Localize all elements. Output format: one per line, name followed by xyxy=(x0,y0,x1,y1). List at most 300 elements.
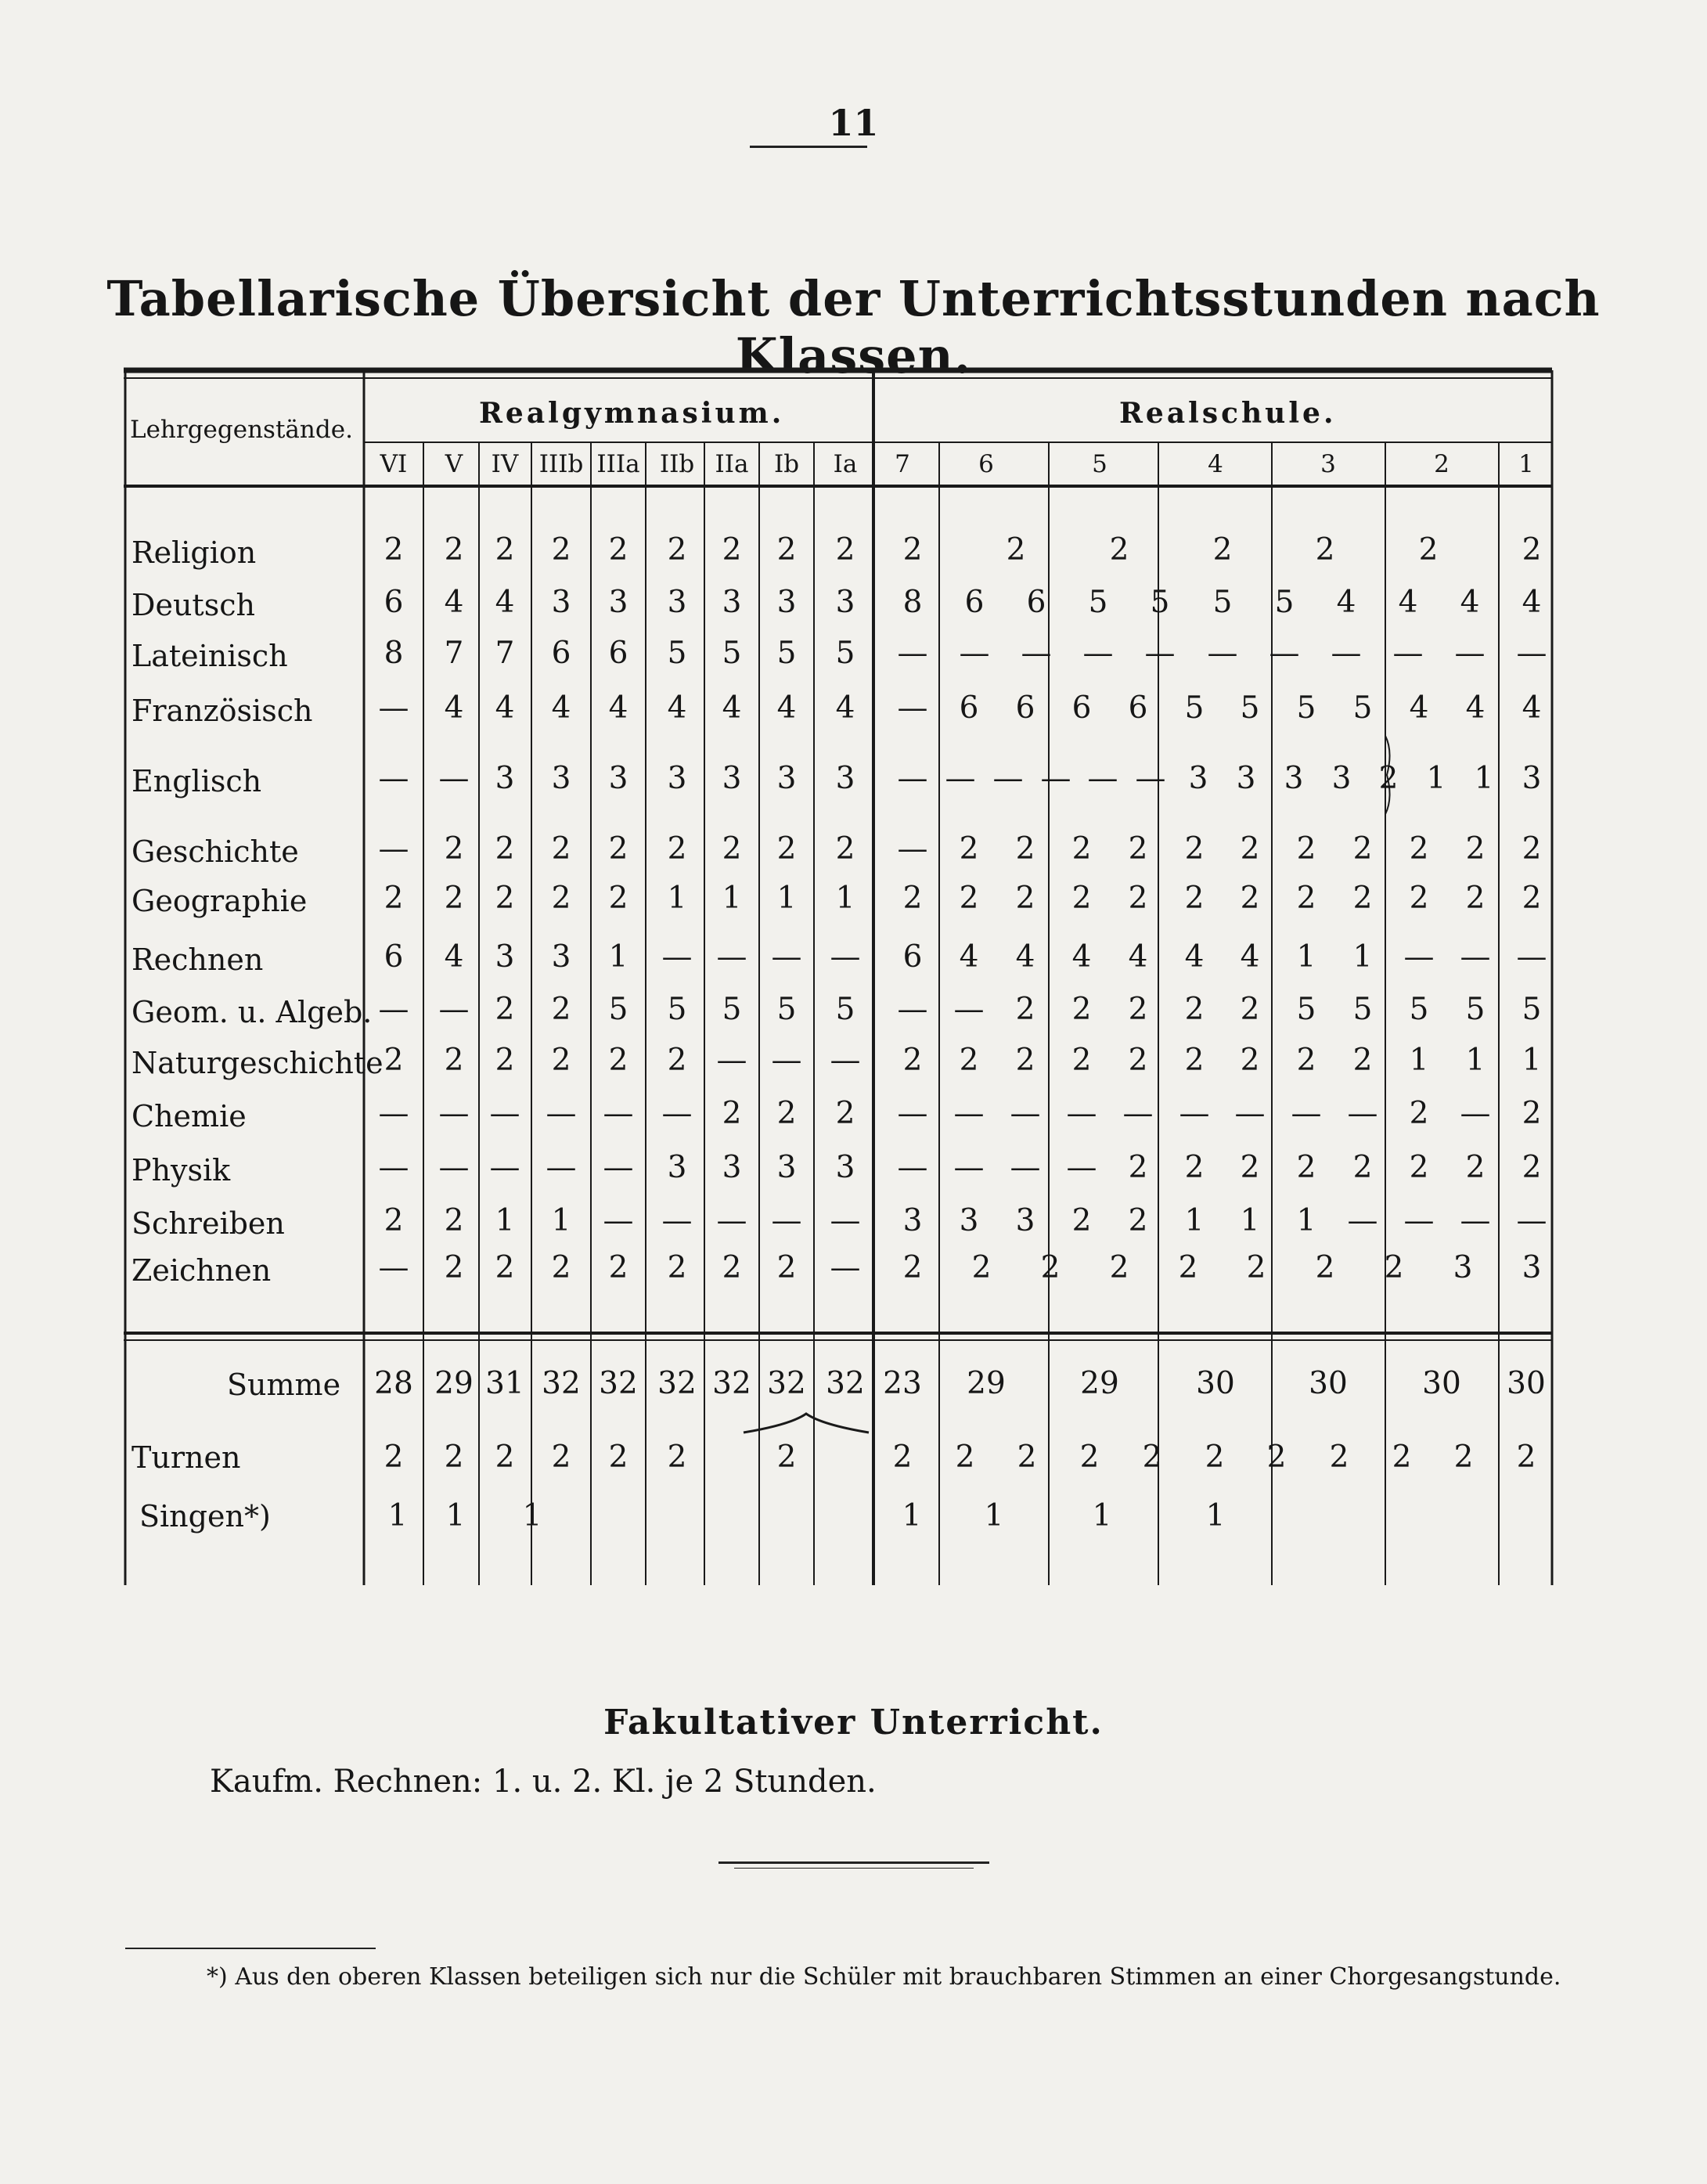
table-cell: 4 xyxy=(1465,690,1486,726)
column-header: 1 xyxy=(1518,450,1534,478)
row-label: Zeichnen xyxy=(131,1253,272,1288)
table-cell: 2 xyxy=(1246,1250,1266,1285)
turnen-cell: 2 xyxy=(1329,1440,1349,1475)
end-rule xyxy=(718,1861,989,1864)
table-cell: 4 xyxy=(495,690,515,726)
table-cell: 2 xyxy=(1240,831,1260,867)
fakultativ-text: Kaufm. Rechnen: 1. u. 2. Kl. je 2 Stunden. xyxy=(210,1764,877,1800)
table-cell: 1 xyxy=(776,881,797,916)
table-cell: 2 xyxy=(1178,1250,1198,1285)
table-cell: 2 xyxy=(608,831,628,867)
table-cell: 2 xyxy=(776,1250,797,1285)
table-cell: — xyxy=(771,1203,802,1238)
table-cell: 2 xyxy=(971,1250,992,1285)
table-cell: 5 xyxy=(1184,690,1205,726)
table-cell: 2 xyxy=(1409,1096,1429,1131)
table-cell: 4 xyxy=(1398,585,1418,620)
table-cell: 3 xyxy=(1522,1250,1542,1285)
table-cell: 2 xyxy=(1465,831,1486,867)
row-label: Chemie xyxy=(131,1099,247,1133)
table-cell: 4 xyxy=(1460,585,1480,620)
table-cell: 1 xyxy=(1296,1203,1316,1238)
table-cell: 4 xyxy=(444,939,464,975)
table-cell: 2 xyxy=(1465,1150,1486,1185)
table-cell: 2 xyxy=(1409,881,1429,916)
table-cell: 2 xyxy=(444,1250,464,1285)
table-cell: 2 xyxy=(1128,992,1148,1027)
table-cell: — xyxy=(438,1150,470,1185)
table-cell: 5 xyxy=(1088,585,1108,620)
table-cell: 2 xyxy=(1071,992,1092,1027)
table-cell: 2 xyxy=(1522,881,1542,916)
table-cell: 5 xyxy=(667,992,687,1027)
summe-cell: 32 xyxy=(542,1366,581,1401)
row-label: Englisch xyxy=(131,764,262,798)
table-cell: 2 xyxy=(1184,881,1205,916)
turnen-cell: 2 xyxy=(1266,1440,1287,1475)
table-cell: 2 xyxy=(959,831,979,867)
table-cell: — xyxy=(1269,636,1300,671)
table-cell: 5 xyxy=(835,636,855,671)
table-cell: 1 xyxy=(1465,1043,1486,1078)
table-cell: 2 xyxy=(495,1043,515,1078)
table-cell: — xyxy=(1291,1096,1322,1131)
table-cell: 3 xyxy=(667,585,687,620)
table-cell: 2 xyxy=(551,992,571,1027)
column-header: IIb xyxy=(659,450,695,478)
table-cell: 2 xyxy=(1184,992,1205,1027)
table-cell: — xyxy=(378,761,409,796)
footnote-rule xyxy=(125,1948,376,1949)
table-cell: 1 xyxy=(1426,761,1446,796)
table-cell: 2 xyxy=(1296,1150,1316,1185)
table-cell: 2 xyxy=(608,532,628,568)
row-label: Lateinisch xyxy=(131,639,288,673)
table-cell: 4 xyxy=(1409,690,1429,726)
table-cell: 2 xyxy=(384,881,404,916)
table-cell: — xyxy=(716,1203,747,1238)
table-cell: — xyxy=(830,1043,861,1078)
table-cell: 1 xyxy=(835,881,855,916)
summe-cell: 31 xyxy=(485,1366,524,1401)
table-cell: 2 xyxy=(1352,881,1373,916)
turnen-cell: 2 xyxy=(551,1440,571,1475)
table-cell: 3 xyxy=(776,761,797,796)
table-cell: 2 xyxy=(776,831,797,867)
table-cell: 3 xyxy=(835,585,855,620)
table-cell: 1 xyxy=(495,1203,515,1238)
summe-cell: 29 xyxy=(1080,1366,1119,1401)
table-cell: 3 xyxy=(835,761,855,796)
table-cell: — xyxy=(992,761,1024,796)
table-cell: 5 xyxy=(1352,992,1373,1027)
table-cell: 2 xyxy=(1040,1250,1061,1285)
turnen-cell: 2 xyxy=(495,1440,515,1475)
table-cell: 3 xyxy=(667,1150,687,1185)
column-header: 4 xyxy=(1208,450,1223,478)
row-label: Geom. u. Algeb. xyxy=(131,995,373,1029)
table-cell: — xyxy=(1010,1150,1041,1185)
column-header: Ib xyxy=(773,450,800,478)
column-header: VI xyxy=(380,450,408,478)
table-cell: — xyxy=(546,1150,577,1185)
table-cell: 2 xyxy=(444,831,464,867)
table-cell: 8 xyxy=(384,636,404,671)
table-cell: — xyxy=(1040,761,1071,796)
turnen-cell: 2 xyxy=(608,1440,628,1475)
table-cell: 3 xyxy=(835,1150,855,1185)
table-cell: 5 xyxy=(776,992,797,1027)
table-cell: 2 xyxy=(1409,1150,1429,1185)
row-label: Geographie xyxy=(131,884,308,918)
table-cell: 2 xyxy=(444,881,464,916)
table-cell: — xyxy=(1460,1203,1491,1238)
table-cell: — xyxy=(1516,636,1547,671)
table-cell: 2 xyxy=(1128,1043,1148,1078)
table-cell: 4 xyxy=(835,690,855,726)
table-cell: 3 xyxy=(495,939,515,975)
table-cell: 3 xyxy=(1331,761,1352,796)
table-cell: 2 xyxy=(444,532,464,568)
table-cell: 5 xyxy=(1409,992,1429,1027)
table-cell: 2 xyxy=(1184,831,1205,867)
table-cell: — xyxy=(378,1096,409,1131)
table-cell: 4 xyxy=(444,585,464,620)
table-cell: 3 xyxy=(1015,1203,1035,1238)
table-cell: 2 xyxy=(551,881,571,916)
column-header: IIIa xyxy=(596,450,640,478)
table-cell: — xyxy=(1460,1096,1491,1131)
table-cell: 2 xyxy=(495,532,515,568)
table-cell: — xyxy=(1331,636,1362,671)
table-cell: 2 xyxy=(1522,1150,1542,1185)
table-cell: 2 xyxy=(835,532,855,568)
table-cell: — xyxy=(378,690,409,726)
table-cell: — xyxy=(378,992,409,1027)
table-cell: 2 xyxy=(1418,532,1439,568)
singen-label: Singen*) xyxy=(139,1499,271,1533)
table-cell: — xyxy=(1207,636,1238,671)
table-cell: — xyxy=(716,939,747,975)
table-cell: 2 xyxy=(1465,881,1486,916)
column-header: 3 xyxy=(1320,450,1336,478)
table-cell: 3 xyxy=(608,761,628,796)
table-cell: 6 xyxy=(959,690,979,726)
table-cell: 4 xyxy=(495,585,515,620)
summe-cell: 32 xyxy=(767,1366,806,1401)
table-cell: 4 xyxy=(551,690,571,726)
table-cell: 4 xyxy=(1522,690,1542,726)
brace-ib-ia xyxy=(744,1414,869,1433)
table-cell: 1 xyxy=(1184,1203,1205,1238)
table-cell: 2 xyxy=(1212,532,1233,568)
table-cell: 2 xyxy=(1409,831,1429,867)
table-cell: — xyxy=(830,939,861,975)
table-cell: — xyxy=(1179,1096,1210,1131)
summe-label: Summe xyxy=(227,1368,341,1402)
table-cell: — xyxy=(1066,1096,1097,1131)
table-cell: 2 xyxy=(551,1250,571,1285)
table-cell: — xyxy=(897,761,928,796)
table-cell: — xyxy=(897,690,928,726)
table-cell: 3 xyxy=(667,761,687,796)
turnen-cell: 2 xyxy=(1142,1440,1162,1475)
row-label: Religion xyxy=(131,535,257,570)
row-label: Französisch xyxy=(131,694,313,728)
table-cell: 2 xyxy=(1071,881,1092,916)
table-cell: 2 xyxy=(1240,1043,1260,1078)
table-cell: — xyxy=(953,1150,985,1185)
table-cell: 2 xyxy=(444,1203,464,1238)
table-cell: — xyxy=(1021,636,1052,671)
table-cell: 2 xyxy=(384,532,404,568)
table-cell: 2 xyxy=(1296,831,1316,867)
table-cell: 2 xyxy=(1071,831,1092,867)
table-cell: 2 xyxy=(667,532,687,568)
column-header: 7 xyxy=(895,450,910,478)
table-cell: 7 xyxy=(444,636,464,671)
table-cell: — xyxy=(603,1203,634,1238)
turnen-cell: 2 xyxy=(955,1440,975,1475)
table-cell: 6 xyxy=(384,585,404,620)
table-cell: — xyxy=(771,1043,802,1078)
table-cell: 5 xyxy=(1274,585,1295,620)
table-cell: 2 xyxy=(495,1250,515,1285)
table-cell: 3 xyxy=(1236,761,1256,796)
table-cell: 3 xyxy=(1188,761,1208,796)
table-cell: 5 xyxy=(776,636,797,671)
table-cell: 5 xyxy=(1296,992,1316,1027)
table-cell: 4 xyxy=(1071,939,1092,975)
summe-cell: 30 xyxy=(1422,1366,1461,1401)
table-cell: — xyxy=(438,992,470,1027)
table-cell: 6 xyxy=(1128,690,1148,726)
table-cell: — xyxy=(1516,939,1547,975)
footnote: *) Aus den oberen Klassen beteiligen sich nur die Schüler mit brauchbaren Stimmen an einer Chorgesangstunde. xyxy=(207,1963,1561,1991)
summe-cell: 32 xyxy=(657,1366,697,1401)
singen-cell: 1 xyxy=(902,1498,922,1533)
table-cell: 3 xyxy=(608,585,628,620)
table-cell: — xyxy=(830,1250,861,1285)
table-cell: — xyxy=(1516,1203,1547,1238)
table-cell: — xyxy=(945,761,976,796)
table-cell: 6 xyxy=(964,585,985,620)
table-cell: 4 xyxy=(1128,939,1148,975)
table-cell: 4 xyxy=(959,939,979,975)
end-rule-thin xyxy=(734,1868,974,1869)
table-cell: 2 xyxy=(722,532,742,568)
table-cell: — xyxy=(1010,1096,1041,1131)
table-cell: 2 xyxy=(667,831,687,867)
table-cell: 5 xyxy=(1150,585,1170,620)
table-cell: 3 xyxy=(551,585,571,620)
turnen-cell: 2 xyxy=(1516,1440,1536,1475)
turnen-cell: 2 xyxy=(1017,1440,1037,1475)
table-cell: — xyxy=(1135,761,1166,796)
summe-cell: 30 xyxy=(1196,1366,1235,1401)
column-header: IV xyxy=(491,450,519,478)
table-cell: 2 xyxy=(1240,992,1260,1027)
table-cell: — xyxy=(1460,939,1491,975)
table-cell: 2 xyxy=(722,831,742,867)
table-cell: 5 xyxy=(1522,992,1542,1027)
table-cell: 2 xyxy=(1378,761,1399,796)
table-cell: 2 xyxy=(1352,831,1373,867)
table-cell: — xyxy=(716,1043,747,1078)
table-cell: 2 xyxy=(667,1250,687,1285)
table-cell: 2 xyxy=(1522,532,1542,568)
singen-cell: 1 xyxy=(387,1498,408,1533)
table-cell: — xyxy=(897,1150,928,1185)
table-cell: 2 xyxy=(902,881,923,916)
table-cell: 2 xyxy=(495,881,515,916)
table-cell: 3 xyxy=(776,585,797,620)
table-cell: 1 xyxy=(722,881,742,916)
table-cell: 1 xyxy=(667,881,687,916)
singen-cell: 1 xyxy=(445,1498,466,1533)
table-cell: 2 xyxy=(902,532,923,568)
table-cell: 1 xyxy=(1474,761,1494,796)
summe-cell: 32 xyxy=(826,1366,865,1401)
table-cell: 5 xyxy=(1212,585,1233,620)
row-label: Schreiben xyxy=(131,1206,285,1241)
table-cell: 2 xyxy=(1128,1150,1148,1185)
table-cell: 5 xyxy=(835,992,855,1027)
table-cell: 4 xyxy=(1240,939,1260,975)
singen-cell: 1 xyxy=(1205,1498,1226,1533)
table-cell: 1 xyxy=(1522,1043,1542,1078)
table-cell: 4 xyxy=(1522,585,1542,620)
table-cell: 3 xyxy=(722,1150,742,1185)
table-cell: — xyxy=(1454,636,1486,671)
table-cell: 6 xyxy=(902,939,923,975)
table-cell: — xyxy=(771,939,802,975)
table-cell: — xyxy=(959,636,990,671)
table-cell: 5 xyxy=(722,992,742,1027)
table-cell: 2 xyxy=(495,831,515,867)
table-cell: 2 xyxy=(959,881,979,916)
table-cell: 2 xyxy=(1006,532,1026,568)
table-cell: — xyxy=(1347,1096,1378,1131)
table-cell: 2 xyxy=(1296,881,1316,916)
table-cell: 2 xyxy=(551,831,571,867)
table-cell: — xyxy=(1066,1150,1097,1185)
table-cell: 1 xyxy=(608,939,628,975)
table-cell: — xyxy=(1234,1096,1266,1131)
turnen-cell: 2 xyxy=(1205,1440,1225,1475)
table-cell: — xyxy=(897,1096,928,1131)
table-cell: 5 xyxy=(722,636,742,671)
page-title: Tabellarische Übersicht der Unterrichtsstunden nach Klassen. xyxy=(106,270,1601,384)
realschule-header: Realschule. xyxy=(1119,397,1337,430)
table-cell: 2 xyxy=(495,992,515,1027)
table-cell: 5 xyxy=(1296,690,1316,726)
table-cell: 4 xyxy=(776,690,797,726)
turnen-cell: 2 xyxy=(444,1440,464,1475)
table-cell: 3 xyxy=(495,761,515,796)
table-cell: 5 xyxy=(1352,690,1373,726)
table-cell: — xyxy=(661,939,693,975)
table-cell: 2 xyxy=(1128,831,1148,867)
row-label: Rechnen xyxy=(131,942,264,977)
table-cell: — xyxy=(1392,636,1424,671)
table-cell: 6 xyxy=(551,636,571,671)
table-cell: 2 xyxy=(551,1043,571,1078)
table-cell: 2 xyxy=(1352,1043,1373,1078)
table-cell: — xyxy=(897,831,928,867)
table-cell: — xyxy=(1347,1203,1378,1238)
column-header: IIa xyxy=(715,450,749,478)
table-cell: 3 xyxy=(722,585,742,620)
table-cell: — xyxy=(489,1096,520,1131)
table-cell: 2 xyxy=(384,1043,404,1078)
table-cell: 2 xyxy=(1240,881,1260,916)
table-cell: 2 xyxy=(1315,532,1335,568)
table-cell: 2 xyxy=(608,881,628,916)
table-cell: 1 xyxy=(1352,939,1373,975)
table-cell: — xyxy=(897,636,928,671)
table-cell: — xyxy=(661,1203,693,1238)
table-cell: — xyxy=(438,1096,470,1131)
table-cell: 2 xyxy=(667,1043,687,1078)
table-cell: — xyxy=(489,1150,520,1185)
table-cell: — xyxy=(1087,761,1118,796)
table-cell: 2 xyxy=(1315,1250,1335,1285)
table-cell: 2 xyxy=(1015,992,1035,1027)
singen-cell: 1 xyxy=(522,1498,542,1533)
table-cell: 3 xyxy=(551,761,571,796)
table-cell: — xyxy=(1403,939,1435,975)
table-cell: 2 xyxy=(384,1203,404,1238)
table-cell: 2 xyxy=(1296,1043,1316,1078)
summe-cell: 32 xyxy=(712,1366,751,1401)
table-cell: 2 xyxy=(1015,831,1035,867)
table-cell: 6 xyxy=(608,636,628,671)
table-cell: — xyxy=(1122,1096,1154,1131)
table-cell: 2 xyxy=(1128,881,1148,916)
column-header: V xyxy=(445,450,463,478)
table-cell: 2 xyxy=(1522,1096,1542,1131)
column-header: 2 xyxy=(1434,450,1450,478)
table-cell: — xyxy=(830,1203,861,1238)
table-cell: 2 xyxy=(959,1043,979,1078)
table-cell: 1 xyxy=(1240,1203,1260,1238)
table-cell: 3 xyxy=(959,1203,979,1238)
table-cell: — xyxy=(378,1250,409,1285)
realgymnasium-header: Realgymnasium. xyxy=(479,397,785,430)
table-cell: 2 xyxy=(1184,1043,1205,1078)
table-cell: 2 xyxy=(1384,1250,1404,1285)
table-cell: — xyxy=(378,831,409,867)
table-cell: — xyxy=(438,761,470,796)
summe-cell: 30 xyxy=(1507,1366,1546,1401)
table-cell: 2 xyxy=(776,1096,797,1131)
table-cell: — xyxy=(603,1096,634,1131)
table-cell: 6 xyxy=(1071,690,1092,726)
table-cell: 3 xyxy=(1284,761,1304,796)
summe-cell: 23 xyxy=(883,1366,922,1401)
column-header: 5 xyxy=(1092,450,1107,478)
table-cell: 2 xyxy=(776,532,797,568)
table-cell: — xyxy=(1403,1203,1435,1238)
turnen-cell: 2 xyxy=(384,1440,404,1475)
table-cell: 2 xyxy=(551,532,571,568)
summe-cell: 32 xyxy=(599,1366,638,1401)
table-cell: 2 xyxy=(608,1250,628,1285)
turnen-cell: 2 xyxy=(1392,1440,1412,1475)
singen-cell: 1 xyxy=(984,1498,1004,1533)
table-cell: 4 xyxy=(1015,939,1035,975)
